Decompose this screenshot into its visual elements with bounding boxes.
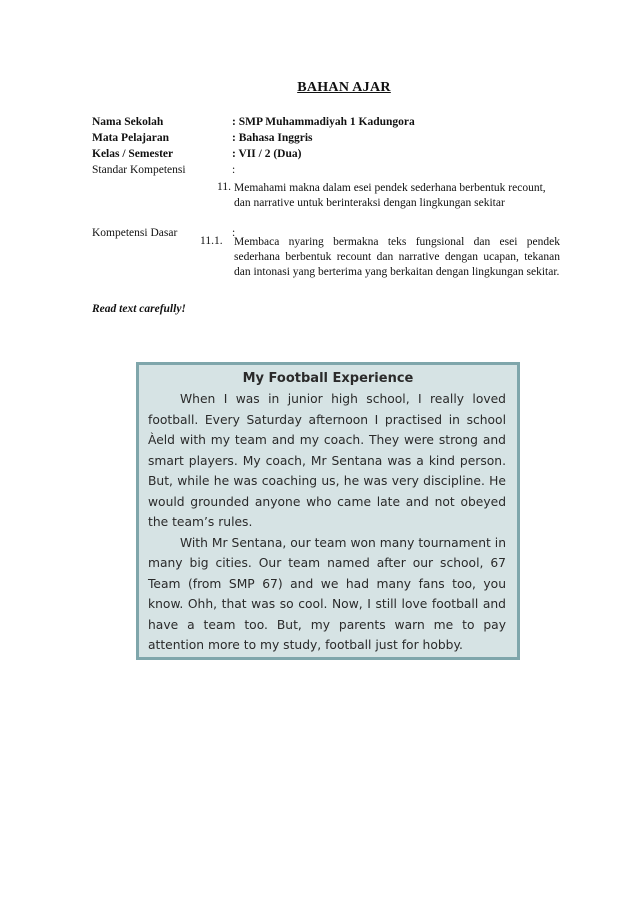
- kd-text: Membaca nyaring bermakna teks fungsional dan esei pendek sederhana berbentuk recount dan narrative dengan ucapan, tekanan dan intonasi yang berterima yang berkaitan dengan lingkungan sekitar.: [234, 236, 560, 278]
- label-mata-pelajaran: Mata Pelajaran: [92, 132, 169, 144]
- sk-number: 11.: [217, 181, 231, 193]
- value-standar-kompetensi: :: [232, 164, 236, 176]
- instruction: Read text carefully!: [92, 303, 186, 315]
- value-kompetensi-dasar: :: [232, 227, 236, 239]
- sk-text: Memahami makna dalam esei pendek sederhana berbentuk recount, dan narrative untuk berinteraksi dengan lingkungan sekitar: [234, 182, 546, 209]
- label-kelas-semester: Kelas / Semester: [92, 148, 174, 160]
- page-title: BAHAN AJAR: [297, 80, 391, 95]
- reading-paragraph: When I was in junior high school, I really loved football. Every Saturday afternoon I practised in school Àeld with my team and my coach. They were strong and smart players. My coach, Mr Sentana was a kind person. But, while he was coaching us, he was very discipline. He would grounded anyone who came late and not obeyed the team’s rules.: [148, 392, 506, 529]
- value-mata-pelajaran: : Bahasa Inggris: [232, 132, 313, 144]
- label-standar-kompetensi: Standar Kompetensi: [92, 164, 186, 176]
- label-kompetensi-dasar: Kompetensi Dasar: [92, 227, 178, 239]
- reading-paragraph: With Mr Sentana, our team won many tournament in many big cities. Our team named after our school, 67 Team (from SMP 67) and we had many fans too, you know. Ohh, that was so cool. Now, I still love football and have a team too. But, my parents warn me to pay attention more to my study, football just for hobby.: [148, 535, 506, 652]
- value-kelas-semester: : VII / 2 (Dua): [232, 148, 302, 160]
- label-nama-sekolah: Nama Sekolah: [92, 116, 164, 128]
- kd-number: 11.1.: [200, 235, 223, 247]
- reading-body: [148, 389, 506, 656]
- reading-box: [136, 362, 520, 660]
- value-nama-sekolah: : SMP Muhammadiyah 1 Kadungora: [232, 116, 415, 128]
- reading-title: My Football Experience: [242, 371, 414, 386]
